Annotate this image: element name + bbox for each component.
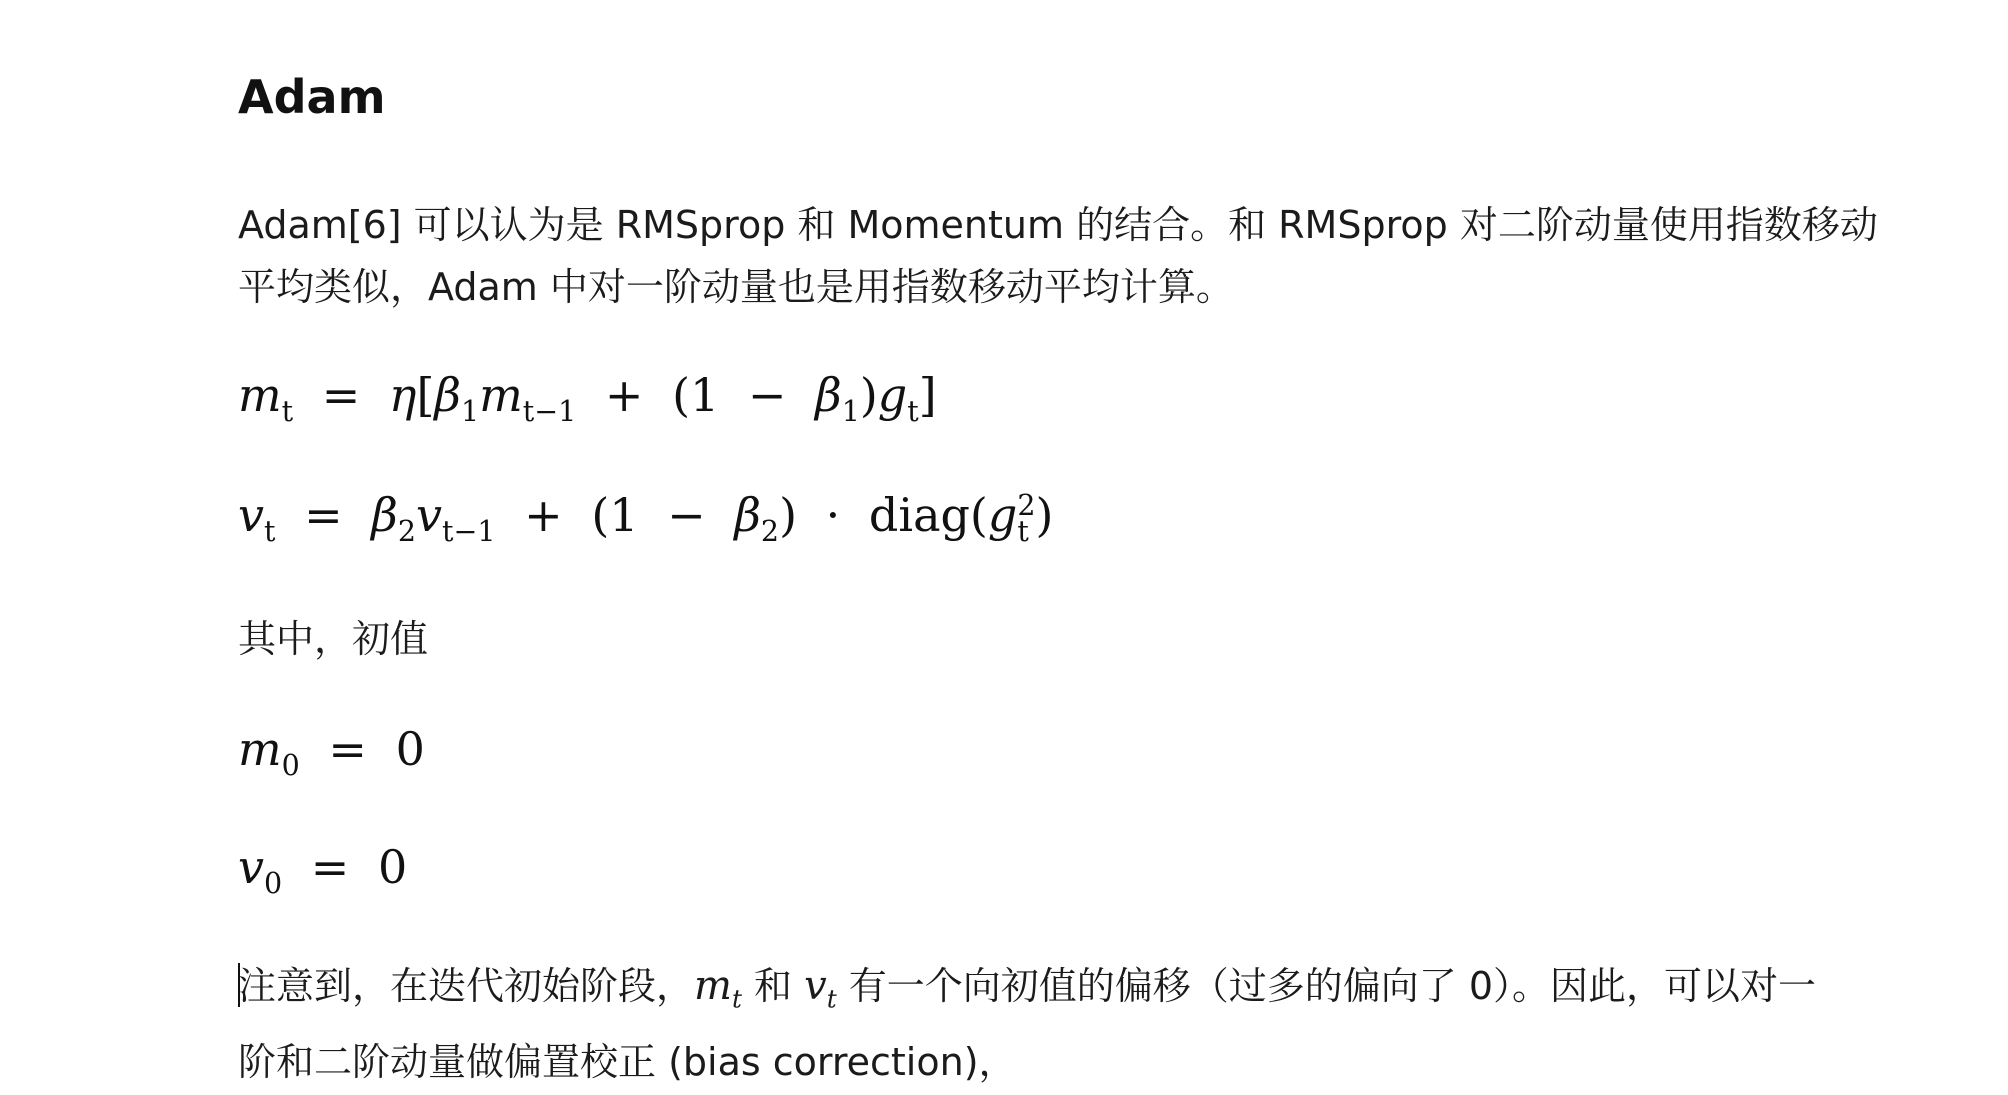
eq-v-diag-close: ) — [1035, 488, 1054, 542]
eq-v-v-sub: t−1 — [442, 514, 496, 548]
eq-m-eta: η — [388, 368, 417, 422]
eq-v-g-sup: 2 — [1017, 489, 1036, 523]
eq-m-beta1b: β — [815, 368, 842, 422]
bias-part-1: 注意到，在迭代初始阶段， — [238, 964, 695, 1008]
eq-m-m: m — [479, 368, 523, 422]
equation-v0 — [238, 840, 407, 900]
section-heading: Adam — [238, 70, 386, 124]
bias-m-t — [694, 963, 742, 1014]
bias-m-sub: t — [731, 984, 742, 1014]
eq-v-beta2b: β — [734, 488, 761, 542]
eq-m0-equals: = — [328, 722, 367, 776]
eq-v-paren-close: ) — [779, 488, 798, 542]
bias-v: v — [804, 963, 827, 1009]
eq-v-g-sub: t — [1017, 515, 1029, 548]
eq-m-lhs-sub: t — [281, 394, 294, 428]
eq-m0-rhs: 0 — [395, 722, 425, 776]
eq-m-close-bracket: ] — [918, 368, 937, 422]
bias-v-t — [804, 963, 837, 1014]
eq-m-minus: − — [747, 368, 787, 422]
eq-m-g-sub: t — [907, 394, 919, 428]
eq-m0-lhs-sub: 0 — [281, 748, 300, 782]
eq-v-equals: = — [304, 488, 343, 542]
eq-v-v: v — [416, 488, 443, 542]
eq-m-beta1b-sub: 1 — [841, 394, 860, 428]
eq-m-beta1-sub: 1 — [461, 394, 480, 428]
eq-v0-lhs: v — [238, 840, 264, 894]
eq-v0-rhs: 0 — [377, 840, 408, 894]
eq-v-beta2-sub: 2 — [397, 514, 417, 548]
eq-v-dot: · — [825, 488, 841, 542]
bias-paragraph[interactable] — [238, 955, 1816, 1093]
eq-v-minus: − — [667, 488, 706, 542]
eq-v0-equals: = — [310, 840, 350, 894]
eq-m-lhs: m — [238, 368, 282, 422]
eq-v-lhs: v — [238, 488, 264, 542]
intro-line-2: 平均类似，Adam 中对一阶动量也是用指数移动平均计算。 — [238, 265, 1234, 309]
bias-line-2: 阶和二阶动量做偏置校正 (bias correction)， — [238, 1039, 1017, 1084]
eq-v-paren-open: (1 — [591, 488, 639, 542]
init-text: 其中，初值 — [238, 617, 429, 661]
intro-paragraph — [238, 194, 1878, 318]
bias-part-3: 有一个向初值的偏移（过多的偏向了 0）。因此，可以对一 — [836, 964, 1817, 1008]
eq-v-diag: diag( — [868, 488, 988, 542]
bias-part-2: 和 — [741, 964, 805, 1008]
eq-m-equals: = — [321, 368, 361, 422]
eq-v0-lhs-sub: 0 — [264, 866, 283, 900]
eq-v-plus: + — [524, 488, 563, 542]
equation-v-t — [238, 488, 1053, 548]
eq-m-open-bracket: [ — [416, 368, 435, 422]
init-paragraph — [238, 608, 428, 670]
eq-m0-lhs: m — [238, 722, 282, 776]
bias-v-sub: t — [826, 984, 837, 1014]
equation-m-t — [238, 368, 937, 428]
intro-line-1: Adam[6] 可以认为是 RMSprop 和 Momentum 的结合。和 RMSprop 对二阶动量使用指数移动 — [238, 203, 1878, 247]
eq-v-g-scripts — [1017, 489, 1036, 548]
equation-m0 — [238, 722, 425, 782]
eq-v-beta2b-sub: 2 — [760, 514, 780, 548]
eq-m-beta1: β — [434, 368, 461, 422]
eq-m-paren-close: ) — [859, 368, 878, 422]
eq-v-g: g — [987, 488, 1018, 542]
bias-line-1 — [238, 955, 1816, 1031]
eq-v-lhs-sub: t — [264, 514, 276, 548]
eq-m-paren-open: (1 — [672, 368, 720, 422]
eq-v-beta2: β — [371, 488, 398, 542]
bias-m: m — [694, 963, 732, 1009]
eq-m-plus: + — [604, 368, 644, 422]
eq-m-g: g — [877, 368, 908, 422]
eq-m-m-sub: t−1 — [522, 394, 577, 428]
